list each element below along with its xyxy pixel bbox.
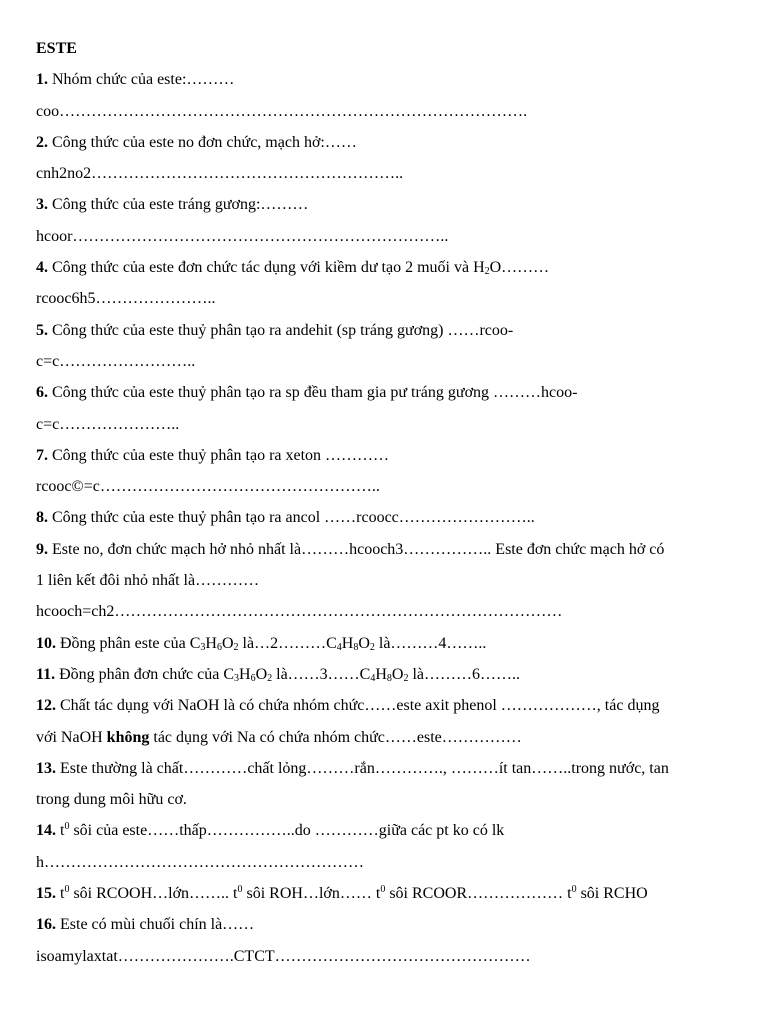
- subscript: 8: [386, 672, 392, 684]
- formula-text: là…2………C: [238, 634, 337, 652]
- question-12-cont: [36, 722, 736, 753]
- question-number: 10.: [36, 634, 56, 652]
- question-text: Este có mùi chuối chín là……: [60, 916, 255, 934]
- subscript: 2: [369, 641, 375, 653]
- question-number: 8.: [36, 509, 48, 527]
- question-text: sôi ROH…lớn……: [242, 885, 376, 903]
- question-text: sôi RCHO: [576, 885, 648, 903]
- formula-text: O: [221, 634, 234, 652]
- subscript: 2: [484, 266, 490, 278]
- subscript: 3: [200, 641, 206, 653]
- question-15: [36, 878, 736, 909]
- formula-text: Đồng phân đơn chức của C: [59, 665, 234, 683]
- question-number: 12.: [36, 697, 56, 715]
- temperature-symbol: t: [233, 885, 238, 903]
- question-9: [36, 534, 736, 565]
- question-number: 7.: [36, 446, 48, 464]
- question-7: [36, 440, 736, 471]
- question-text: Công thức của este thuỷ phân tạo ra ancol ……rcoocc……………………..: [52, 509, 535, 527]
- subscript: 6: [216, 641, 222, 653]
- superscript: 0: [64, 884, 70, 896]
- formula-text: Đồng phân este của C: [60, 634, 201, 652]
- formula-text: H: [341, 634, 354, 652]
- answer-7: rcooc©=c……………………………………………..: [36, 478, 380, 496]
- question-text: O………: [489, 259, 550, 277]
- formula-text: H: [375, 665, 387, 683]
- superscript: 0: [64, 821, 70, 833]
- question-3: [36, 189, 736, 220]
- question-number: 16.: [36, 916, 56, 934]
- question-text: Chất tác dụng với NaOH là có chứa nhóm chức……este axit phenol ………………, tác dụng: [60, 697, 660, 715]
- temperature-symbol: t: [567, 885, 572, 903]
- document-page: [36, 33, 736, 972]
- question-14: [36, 815, 736, 846]
- question-text: Este thường là chất…………chất lỏng………rắn…………., ………ít tan……..trong nước, tan: [60, 759, 669, 777]
- answer-6: c=c…………………..: [36, 415, 180, 433]
- question-text: Nhóm chức của este:………: [52, 71, 235, 89]
- formula-text: H: [205, 634, 217, 652]
- answer-9: hcooch=ch2…………………………………………………………………………: [36, 603, 563, 621]
- question-6: [36, 377, 736, 408]
- question-number: 14.: [36, 822, 56, 840]
- answer-1: coo…………………………………………………………………………….: [36, 102, 528, 120]
- question-16: [36, 909, 736, 940]
- formula-text: là………4……..: [374, 634, 487, 652]
- subscript: 2: [233, 641, 239, 653]
- question-10: [36, 628, 736, 659]
- question-number: 9.: [36, 540, 48, 558]
- question-number: 15.: [36, 885, 56, 903]
- question-number: 5.: [36, 321, 48, 339]
- subscript: 6: [250, 672, 256, 684]
- formula-text: O: [391, 665, 404, 683]
- subscript: 2: [403, 672, 409, 684]
- question-text: Este no, đơn chức mạch hở nhỏ nhất là………hcooch3…………….. Este đơn chức mạch hở có: [52, 540, 665, 558]
- temperature-symbol: t: [375, 885, 381, 903]
- question-5: [36, 315, 736, 346]
- answer-2: cnh2no2…………………………………………………..: [36, 165, 404, 183]
- question-number: 13.: [36, 759, 56, 777]
- superscript: 0: [237, 884, 243, 896]
- superscript: 0: [380, 884, 386, 896]
- question-text: Công thức của este thuỷ phân tạo ra andehit (sp tráng gương) ……rcoo-: [52, 321, 514, 339]
- superscript: 0: [571, 884, 577, 896]
- formula-text: H: [239, 665, 251, 683]
- answer-16: isoamylaxtat………………….CTCT…………………………………………: [36, 947, 531, 965]
- answer-3: hcoor……………………………………………………………..: [36, 227, 449, 245]
- answer-5: c=c……………………..: [36, 352, 196, 370]
- question-number: 4.: [36, 259, 48, 277]
- emphasis-text: không: [106, 728, 150, 746]
- temperature-symbol: t: [60, 885, 65, 903]
- subscript: 8: [353, 641, 359, 653]
- question-text: Công thức của este thuỷ phân tạo ra xeton …………: [52, 446, 390, 464]
- document-title: ESTE: [36, 40, 77, 57]
- question-9-cont: 1 liên kết đôi nhỏ nhất là…………: [36, 572, 260, 590]
- question-8: [36, 502, 736, 533]
- question-text: Công thức của este thuỷ phân tạo ra sp đều tham gia pư tráng gương ………hcoo-: [52, 384, 578, 402]
- formula-text: O: [358, 634, 370, 652]
- question-number: 6.: [36, 384, 48, 402]
- formula-text: là……3……C: [272, 665, 371, 683]
- question-2: [36, 127, 736, 158]
- question-text: Công thức của este no đơn chức, mạch hở:……: [52, 133, 357, 151]
- question-4: [36, 252, 736, 283]
- question-1: [36, 64, 736, 95]
- question-number: 11.: [36, 665, 56, 683]
- question-text: Công thức của este tráng gương:………: [52, 196, 309, 214]
- question-text: sôi RCOOH…lớn……..: [69, 885, 234, 903]
- subscript: 3: [234, 672, 239, 684]
- answer-14: h……………………………………………………: [36, 853, 364, 871]
- question-13: [36, 753, 736, 784]
- question-13-cont: trong dung môi hữu cơ.: [36, 791, 187, 809]
- question-text: tác dụng với Na có chứa nhóm chức……este……………: [149, 728, 522, 746]
- temperature-symbol: t: [60, 822, 65, 840]
- question-text: Công thức của este đơn chức tác dụng với kiềm dư tạo 2 muối và H: [52, 259, 485, 277]
- formula-text: O: [255, 665, 268, 683]
- question-text: sôi RCOOR………………: [385, 885, 568, 903]
- question-number: 1.: [36, 71, 48, 89]
- subscript: 4: [336, 641, 342, 653]
- formula-text: là………6……..: [408, 665, 521, 683]
- question-text: sôi của este……thấp……………..do …………giữa các pt ko có lk: [69, 822, 505, 840]
- question-number: 2.: [36, 133, 48, 151]
- subscript: 2: [267, 672, 273, 684]
- subscript: 4: [370, 672, 376, 684]
- question-11: [36, 659, 736, 690]
- question-number: 3.: [36, 196, 48, 214]
- question-12: [36, 690, 736, 721]
- answer-4: rcooc6h5…………………..: [36, 290, 216, 308]
- question-text: với NaOH: [36, 728, 107, 746]
